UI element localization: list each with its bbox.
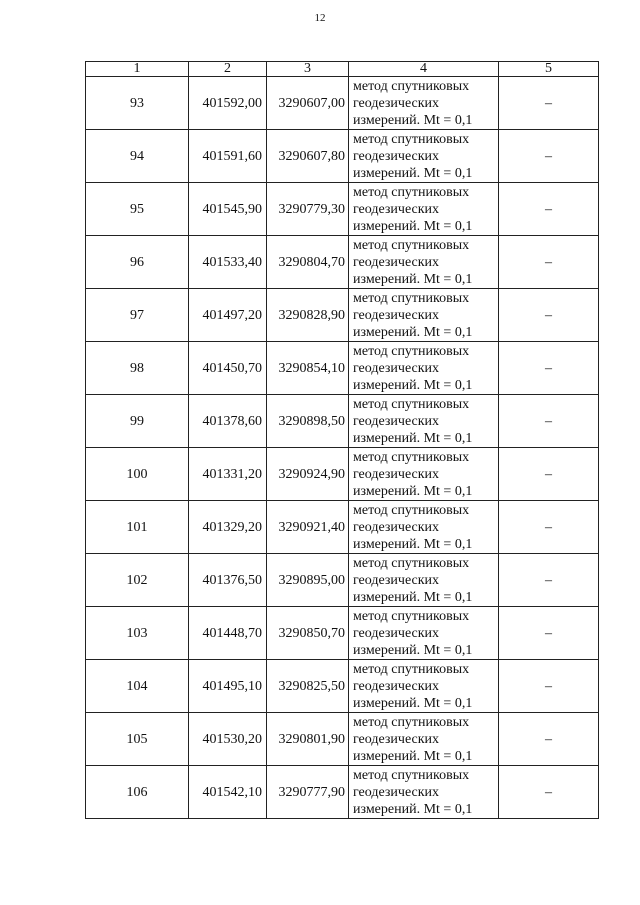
method-line: метод спутниковых (353, 184, 470, 200)
method-line: геодезических (353, 678, 440, 694)
table-row (86, 766, 599, 819)
method-cell (349, 342, 499, 395)
y-coordinate-cell: 3290828,90 (267, 289, 349, 342)
method-cell (349, 183, 499, 236)
note-cell: – (499, 236, 599, 289)
note-cell: – (499, 395, 599, 448)
x-coordinate-cell: 401376,50 (189, 554, 267, 607)
point-number-cell: 103 (86, 607, 189, 660)
note-cell: – (499, 554, 599, 607)
method-line: измерений. Mt = 0,1 (353, 324, 473, 340)
method-cell (349, 395, 499, 448)
table-row (86, 554, 599, 607)
method-line: геодезических (353, 625, 440, 641)
method-line: метод спутниковых (353, 502, 470, 518)
point-number-cell: 99 (86, 395, 189, 448)
y-coordinate-cell: 3290607,80 (267, 130, 349, 183)
method-line: измерений. Mt = 0,1 (353, 218, 473, 234)
point-number-cell: 95 (86, 183, 189, 236)
method-line: геодезических (353, 201, 440, 217)
y-coordinate-cell: 3290801,90 (267, 713, 349, 766)
y-coordinate-cell: 3290854,10 (267, 342, 349, 395)
table-row (86, 660, 599, 713)
y-coordinate-cell: 3290779,30 (267, 183, 349, 236)
table-row (86, 236, 599, 289)
method-line: метод спутниковых (353, 555, 470, 571)
x-coordinate-cell: 401331,20 (189, 448, 267, 501)
x-coordinate-cell: 401497,20 (189, 289, 267, 342)
y-coordinate-cell: 3290898,50 (267, 395, 349, 448)
page-number: 12 (314, 12, 326, 24)
table-row (86, 77, 599, 130)
y-coordinate-cell: 3290825,50 (267, 660, 349, 713)
x-coordinate-cell: 401542,10 (189, 766, 267, 819)
method-line: геодезических (353, 731, 440, 747)
method-line: метод спутниковых (353, 78, 470, 94)
method-line: геодезических (353, 360, 440, 376)
point-number-cell: 98 (86, 342, 189, 395)
y-coordinate-cell: 3290850,70 (267, 607, 349, 660)
method-cell (349, 660, 499, 713)
method-line: геодезических (353, 572, 440, 588)
method-line: геодезических (353, 784, 440, 800)
table-row (86, 713, 599, 766)
y-coordinate-cell: 3290607,00 (267, 77, 349, 130)
method-line: метод спутниковых (353, 343, 470, 359)
method-line: измерений. Mt = 0,1 (353, 801, 473, 817)
x-coordinate-cell: 401450,70 (189, 342, 267, 395)
point-number-cell: 105 (86, 713, 189, 766)
table-header-row (86, 62, 599, 77)
point-number-cell: 102 (86, 554, 189, 607)
point-number-cell: 100 (86, 448, 189, 501)
method-line: метод спутниковых (353, 608, 470, 624)
method-line: геодезических (353, 95, 440, 111)
table-row (86, 289, 599, 342)
method-line: геодезических (353, 307, 440, 323)
table-row (86, 342, 599, 395)
column-header-1: 1 (86, 62, 189, 77)
table-row (86, 501, 599, 554)
method-line: измерений. Mt = 0,1 (353, 483, 473, 499)
note-cell: – (499, 607, 599, 660)
method-line: измерений. Mt = 0,1 (353, 642, 473, 658)
note-cell: – (499, 77, 599, 130)
method-line: геодезических (353, 519, 440, 535)
method-cell (349, 289, 499, 342)
table-body (86, 77, 599, 819)
method-cell (349, 130, 499, 183)
coordinates-table (85, 61, 599, 819)
method-line: метод спутниковых (353, 237, 470, 253)
x-coordinate-cell: 401533,40 (189, 236, 267, 289)
method-cell (349, 501, 499, 554)
y-coordinate-cell: 3290921,40 (267, 501, 349, 554)
method-cell (349, 448, 499, 501)
method-line: измерений. Mt = 0,1 (353, 112, 473, 128)
note-cell: – (499, 183, 599, 236)
method-cell (349, 766, 499, 819)
note-cell: – (499, 130, 599, 183)
note-cell: – (499, 660, 599, 713)
method-line: метод спутниковых (353, 290, 470, 306)
point-number-cell: 104 (86, 660, 189, 713)
method-line: измерений. Mt = 0,1 (353, 536, 473, 552)
method-line: геодезических (353, 254, 440, 270)
point-number-cell: 93 (86, 77, 189, 130)
point-number-cell: 94 (86, 130, 189, 183)
point-number-cell: 106 (86, 766, 189, 819)
y-coordinate-cell: 3290924,90 (267, 448, 349, 501)
x-coordinate-cell: 401591,60 (189, 130, 267, 183)
method-line: метод спутниковых (353, 449, 470, 465)
y-coordinate-cell: 3290804,70 (267, 236, 349, 289)
table-row (86, 183, 599, 236)
method-cell (349, 77, 499, 130)
x-coordinate-cell: 401495,10 (189, 660, 267, 713)
method-line: метод спутниковых (353, 767, 470, 783)
table-row (86, 130, 599, 183)
method-line: измерений. Mt = 0,1 (353, 271, 473, 287)
note-cell: – (499, 448, 599, 501)
column-header-2: 2 (189, 62, 267, 77)
table-row (86, 448, 599, 501)
x-coordinate-cell: 401448,70 (189, 607, 267, 660)
note-cell: – (499, 501, 599, 554)
y-coordinate-cell: 3290895,00 (267, 554, 349, 607)
table-row (86, 395, 599, 448)
method-line: геодезических (353, 148, 440, 164)
x-coordinate-cell: 401329,20 (189, 501, 267, 554)
point-number-cell: 96 (86, 236, 189, 289)
method-line: метод спутниковых (353, 714, 470, 730)
note-cell: – (499, 713, 599, 766)
note-cell: – (499, 289, 599, 342)
method-line: метод спутниковых (353, 131, 470, 147)
x-coordinate-cell: 401378,60 (189, 395, 267, 448)
method-line: геодезических (353, 413, 440, 429)
note-cell: – (499, 342, 599, 395)
x-coordinate-cell: 401592,00 (189, 77, 267, 130)
point-number-cell: 101 (86, 501, 189, 554)
column-header-4: 4 (349, 62, 499, 77)
method-cell (349, 236, 499, 289)
x-coordinate-cell: 401530,20 (189, 713, 267, 766)
table-row (86, 607, 599, 660)
method-line: измерений. Mt = 0,1 (353, 165, 473, 181)
method-line: метод спутниковых (353, 396, 470, 412)
note-cell: – (499, 766, 599, 819)
method-cell (349, 607, 499, 660)
point-number-cell: 97 (86, 289, 189, 342)
method-line: измерений. Mt = 0,1 (353, 589, 473, 605)
method-line: измерений. Mt = 0,1 (353, 695, 473, 711)
method-line: геодезических (353, 466, 440, 482)
method-cell (349, 554, 499, 607)
method-line: измерений. Mt = 0,1 (353, 748, 473, 764)
column-header-5: 5 (499, 62, 599, 77)
y-coordinate-cell: 3290777,90 (267, 766, 349, 819)
x-coordinate-cell: 401545,90 (189, 183, 267, 236)
method-line: измерений. Mt = 0,1 (353, 430, 473, 446)
column-header-3: 3 (267, 62, 349, 77)
method-line: измерений. Mt = 0,1 (353, 377, 473, 393)
method-cell (349, 713, 499, 766)
method-line: метод спутниковых (353, 661, 470, 677)
